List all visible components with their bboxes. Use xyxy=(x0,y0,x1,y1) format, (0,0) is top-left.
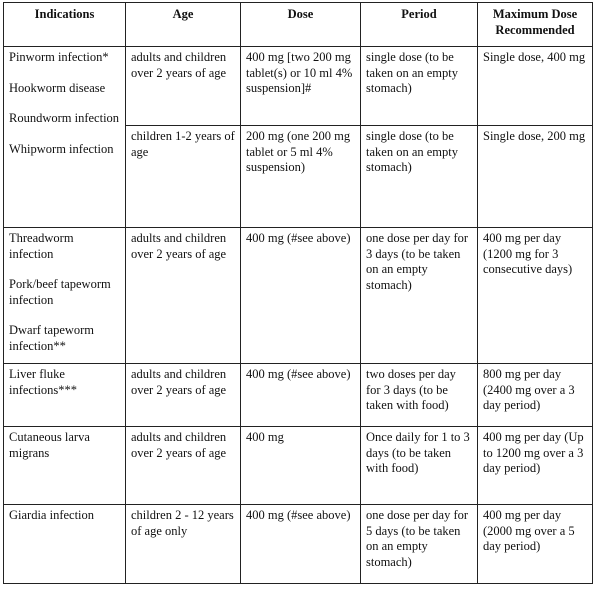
indication-text: Threadworm infection xyxy=(9,231,74,261)
dosage-table xyxy=(3,2,593,584)
indication-text: Whipworm infection xyxy=(9,141,114,156)
dose-cell: 400 mg xyxy=(241,427,361,505)
indication-cell: Cutaneous larva migrans xyxy=(4,427,126,505)
period-cell: one dose per day for 5 days (to be taken on an empty stomach) xyxy=(361,505,478,584)
header-dose: Dose xyxy=(241,3,361,47)
table-row xyxy=(4,427,593,505)
age-cell: children 1-2 years of age xyxy=(126,126,241,228)
header-period: Period xyxy=(361,3,478,47)
header-max-dose: Maximum Dose Recommended xyxy=(478,3,593,47)
age-cell: adults and children over 2 years of age xyxy=(126,47,241,126)
age-cell: adults and children over 2 years of age xyxy=(126,364,241,427)
indication-text: Pork/beef tapeworm infection xyxy=(9,277,111,307)
age-cell: adults and children over 2 years of age xyxy=(126,427,241,505)
max-dose-cell: Single dose, 200 mg xyxy=(478,126,593,228)
table-row xyxy=(4,47,593,126)
table-row xyxy=(4,505,593,584)
max-dose-cell: 400 mg per day (Up to 1200 mg over a 3 day period) xyxy=(478,427,593,505)
period-cell: single dose (to be taken on an empty stomach) xyxy=(361,126,478,228)
max-dose-cell: Single dose, 400 mg xyxy=(478,47,593,126)
indication-text: Roundworm infection xyxy=(9,111,120,125)
table-row xyxy=(4,364,593,427)
period-cell: two doses per day for 3 days (to be taken with food) xyxy=(361,364,478,427)
age-cell: children 2 - 12 years of age only xyxy=(126,505,241,584)
dose-cell: 400 mg (#see above) xyxy=(241,505,361,584)
indication-text: Pinworm infection* xyxy=(9,50,109,64)
indication-cell: Liver fluke infections*** xyxy=(4,364,126,427)
max-dose-cell: 800 mg per day (2400 mg over a 3 day period) xyxy=(478,364,593,427)
period-cell: one dose per day for 3 days (to be taken on an empty stomach) xyxy=(361,228,478,364)
max-dose-cell: 400 mg per day (1200 mg for 3 consecutive days) xyxy=(478,228,593,364)
header-age: Age xyxy=(126,3,241,47)
max-dose-cell: 400 mg per day (2000 mg over a 5 day period) xyxy=(478,505,593,584)
indication-text: Hookworm disease xyxy=(9,80,106,95)
dose-cell: 400 mg [two 200 mg tablet(s) or 10 ml 4% suspension]# xyxy=(241,47,361,126)
dose-cell: 400 mg (#see above) xyxy=(241,228,361,364)
table-row xyxy=(4,228,593,364)
period-cell: Once daily for 1 to 3 days (to be taken with food) xyxy=(361,427,478,505)
indication-text: Dwarf tapeworm infection** xyxy=(9,323,95,353)
indication-cell xyxy=(4,228,126,364)
indication-cell xyxy=(4,47,126,228)
indication-cell: Giardia infection xyxy=(4,505,126,584)
dose-cell: 400 mg (#see above) xyxy=(241,364,361,427)
header-indications: Indications xyxy=(4,3,126,47)
header-row xyxy=(4,3,593,47)
dose-cell: 200 mg (one 200 mg tablet or 5 ml 4% suspension) xyxy=(241,126,361,228)
period-cell: single dose (to be taken on an empty stomach) xyxy=(361,47,478,126)
age-cell: adults and children over 2 years of age xyxy=(126,228,241,364)
